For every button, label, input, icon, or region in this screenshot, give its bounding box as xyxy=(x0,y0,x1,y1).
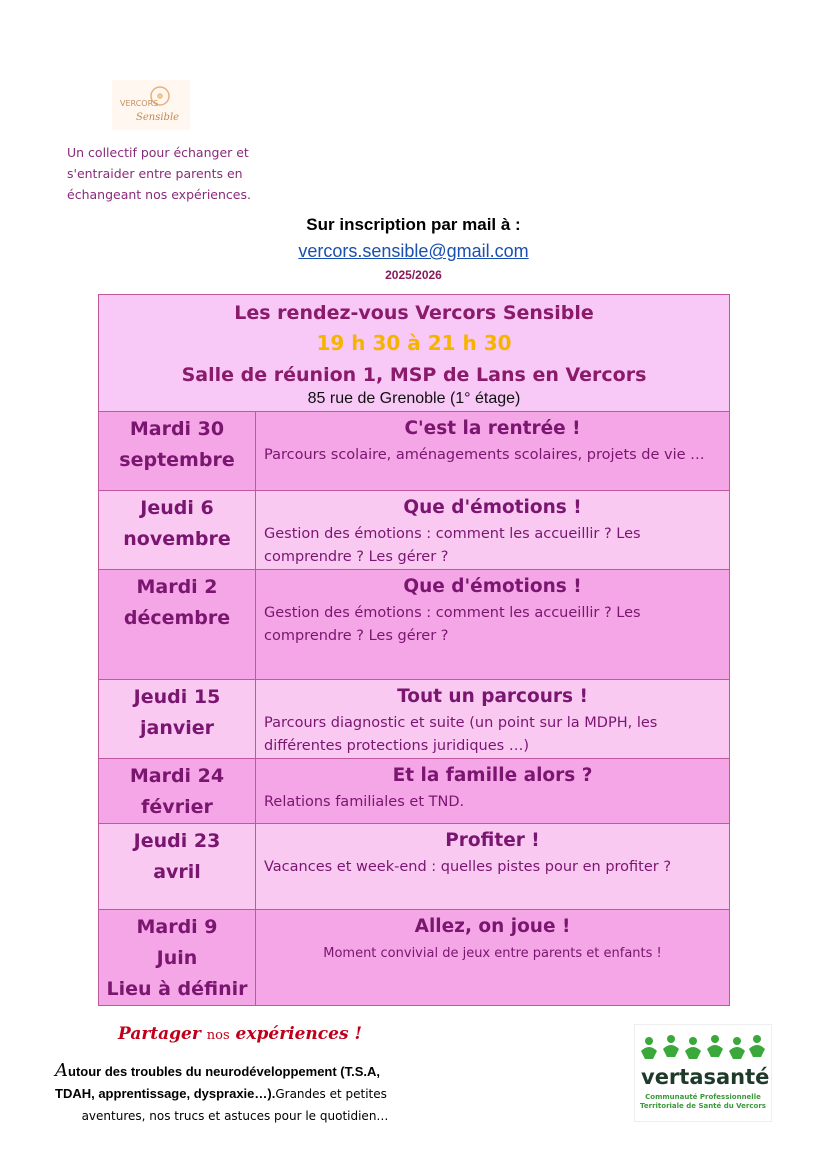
session-date: Mardi 2 décembre xyxy=(99,570,256,680)
schedule-address: 85 rue de Grenoble (1° étage) xyxy=(307,390,521,407)
session-title: Profiter ! xyxy=(445,830,540,851)
session-desc: Relations familiales et TND. xyxy=(264,794,465,810)
session-row xyxy=(99,910,730,1006)
session-topic xyxy=(256,759,730,824)
schedule-place: Salle de réunion 1, MSP de Lans en Vercors xyxy=(181,364,647,386)
share-slogan: Partager nos expériences ! xyxy=(118,1024,362,1044)
session-desc: Gestion des émotions : comment les accueillir ? Les comprendre ? Les gérer ? xyxy=(264,605,641,644)
session-date: Jeudi 23 avril xyxy=(99,824,256,910)
session-topic xyxy=(256,680,730,759)
logo-icon xyxy=(112,80,190,130)
session-desc: Vacances et week-end : quelles pistes pour en profiter ? xyxy=(264,859,672,875)
svg-text:Sensible: Sensible xyxy=(136,112,180,123)
session-title: Que d'émotions ! xyxy=(403,576,582,597)
session-topic xyxy=(256,491,730,570)
session-desc: Parcours diagnostic et suite (un point sur la MDPH, les différentes protections juridiques …) xyxy=(264,715,658,754)
session-date: Jeudi 15 janvier xyxy=(99,680,256,759)
vercors-sensible-logo xyxy=(112,80,190,130)
session-topic xyxy=(256,570,730,680)
schedule-table xyxy=(98,294,730,1006)
session-topic xyxy=(256,412,730,491)
people-icon xyxy=(635,1029,771,1069)
schedule-time: 19 h 30 à 21 h 30 xyxy=(316,331,512,355)
session-row xyxy=(99,412,730,491)
session-title: Que d'émotions ! xyxy=(403,497,582,518)
partner-name: vertasanté xyxy=(641,1065,770,1089)
session-date: Mardi 24 février xyxy=(99,759,256,824)
session-title: Tout un parcours ! xyxy=(397,686,588,707)
footer-description: Autour des troubles du neurodéveloppement (T.S.A, TDAH, apprentissage, dyspraxie…).Grandes et petites aventures, nos trucs et astuces pour le quotidien… xyxy=(55,1060,389,1123)
schedule-title: Les rendez-vous Vercors Sensible xyxy=(234,302,594,324)
school-year: 2025/2026 xyxy=(385,268,442,282)
session-date: Mardi 30 septembre xyxy=(99,412,256,491)
tagline: Un collectif pour échanger et s'entraider entre parents en échangeant nos expériences. xyxy=(67,145,251,202)
svg-text:VERCORS: VERCORS xyxy=(120,99,159,108)
partner-subtitle: Communauté Professionnelle Territoriale de Santé du Vercors xyxy=(640,1093,766,1110)
session-title: Allez, on joue ! xyxy=(414,916,571,937)
session-topic xyxy=(256,910,730,1006)
session-row xyxy=(99,824,730,910)
session-topic xyxy=(256,824,730,910)
session-title: Et la famille alors ? xyxy=(392,765,593,786)
vertasante-logo xyxy=(634,1024,772,1122)
session-desc: Moment convivial de jeux entre parents et enfants ! xyxy=(323,946,662,961)
session-row xyxy=(99,491,730,570)
signup-email-link[interactable]: vercors.sensible@gmail.com xyxy=(298,241,529,261)
signup-title: Sur inscription par mail à : xyxy=(306,215,521,234)
session-row xyxy=(99,680,730,759)
schedule-header xyxy=(99,295,730,412)
session-date: Jeudi 6 novembre xyxy=(99,491,256,570)
session-desc: Gestion des émotions : comment les accueillir ? Les comprendre ? Les gérer ? xyxy=(264,526,641,565)
session-desc: Parcours scolaire, aménagements scolaires, projets de vie … xyxy=(264,447,705,463)
session-row xyxy=(99,570,730,680)
session-row xyxy=(99,759,730,824)
session-title: C'est la rentrée ! xyxy=(404,418,581,439)
session-date: Mardi 9 Juin Lieu à définir xyxy=(99,910,256,1006)
